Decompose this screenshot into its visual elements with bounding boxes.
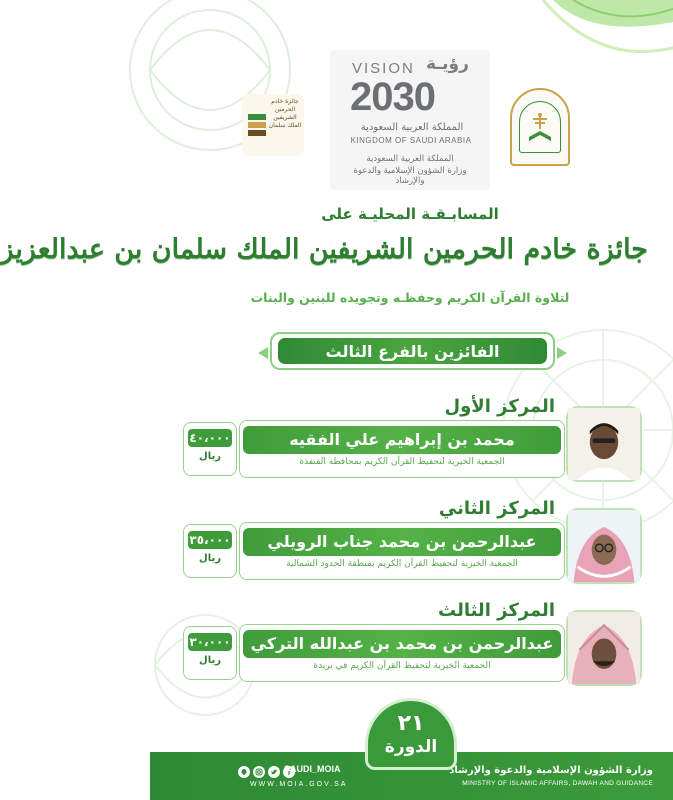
winner-2-prize: [183, 524, 237, 578]
winner-2-association: الجمعية الخيرية لتحفيظ القرآن الكريم بمنطقة الحدود الشمالية: [286, 559, 518, 569]
award-name: جائزة خادم الحرمين الشريفين الملك سلمان بن عبدالعزيز: [0, 234, 648, 265]
winner-3-association: الجمعية الخيرية لتحفيظ القرآن الكريم في بريدة: [313, 661, 491, 671]
footer-ministry-english: MINISTRY OF ISLAMIC AFFAIRS, DAWAH AND GUIDANCE: [462, 780, 653, 787]
winner-2-name: عبدالرحمن بن محمد جناب الرويلي: [243, 528, 561, 556]
winner-3-amount: ٣٠،٠٠٠: [189, 635, 231, 649]
ministry-line-2: وزارة الشؤون الإسلامية والدعوة والإرشاد: [353, 166, 467, 186]
vision-2030-logo: [330, 50, 490, 190]
winner-2-card: [183, 522, 565, 580]
vision-year: 2030: [350, 75, 435, 119]
ornament-top-right: [533, 0, 673, 95]
branch-title: الفائزين بالفرع الثالث: [325, 341, 500, 361]
person-photo-icon: [568, 510, 640, 582]
rank-3-title: المركز الثالث: [438, 600, 555, 621]
vision-arabic: رؤيـة: [426, 54, 469, 74]
ministry-line-1: المملكة العربية السعودية: [366, 154, 454, 164]
rank-2-title: المركز الثاني: [438, 498, 555, 519]
person-photo-icon: [568, 612, 640, 684]
banner-arrow-left: [258, 347, 268, 359]
winner-3-photo: [566, 610, 642, 686]
edition-number: ٢١: [397, 711, 425, 736]
winner-3-prize: [183, 626, 237, 680]
kingdom-arabic: المملكة العربية السعودية: [360, 122, 464, 133]
footer-ministry-arabic: وزارة الشؤون الإسلامية والدعوة والإرشاد: [449, 765, 653, 776]
edition-badge: [365, 698, 457, 770]
winner-3-name: عبدالرحمن بن محمد بن عبدالله التركي: [243, 630, 561, 658]
winner-1-card: [183, 420, 565, 478]
kingdom-english: KINGDOM OF SAUDI ARABIA: [350, 136, 472, 145]
banner-arrow-right: [557, 347, 567, 359]
vision-word: VISION: [352, 60, 415, 77]
social-handle[interactable]: SAUDI_MOIA: [284, 764, 341, 774]
award-subtitle: لتلاوة القرآن الكريم وحفظـه وتجويده للبنين والبنات: [250, 290, 570, 305]
rank-1-title: المركز الأول: [444, 396, 555, 417]
award-logo-text: جائزة خادم الحرمين الشريفين الملك سلمان: [268, 98, 302, 129]
winner-3-currency: ريال: [199, 655, 221, 666]
quran-emblem-icon: [525, 109, 555, 145]
branch-banner: [270, 332, 555, 370]
winner-2-photo: [566, 508, 642, 584]
winner-1-currency: ريال: [199, 451, 221, 462]
winner-1-association: الجمعية الخيرية لتحفيظ القرآن الكريم بمحافظة القنفذة: [299, 457, 505, 467]
winner-3-card: [183, 624, 565, 682]
award-logo: [242, 94, 304, 156]
website-link[interactable]: WWW.MOIA.GOV.SA: [250, 781, 348, 788]
winner-1-photo: [566, 406, 642, 482]
competition-title: المسابـقـة المحليـة على: [321, 205, 499, 223]
instagram-icon[interactable]: [253, 766, 265, 778]
winner-1-amount: ٤٠،٠٠٠: [189, 431, 231, 445]
ministry-logo: [510, 88, 570, 166]
winner-2-amount: ٣٥،٠٠٠: [189, 533, 231, 547]
edition-label: الدورة: [384, 737, 438, 757]
books-icon: [246, 110, 268, 140]
twitter-icon[interactable]: [268, 766, 280, 778]
winner-1-name: محمد بن إبراهيم علي الفقيه: [243, 426, 561, 454]
snapchat-icon[interactable]: [238, 766, 250, 778]
winner-2-currency: ريال: [199, 553, 221, 564]
person-photo-icon: [568, 408, 640, 480]
winner-1-prize: [183, 422, 237, 476]
